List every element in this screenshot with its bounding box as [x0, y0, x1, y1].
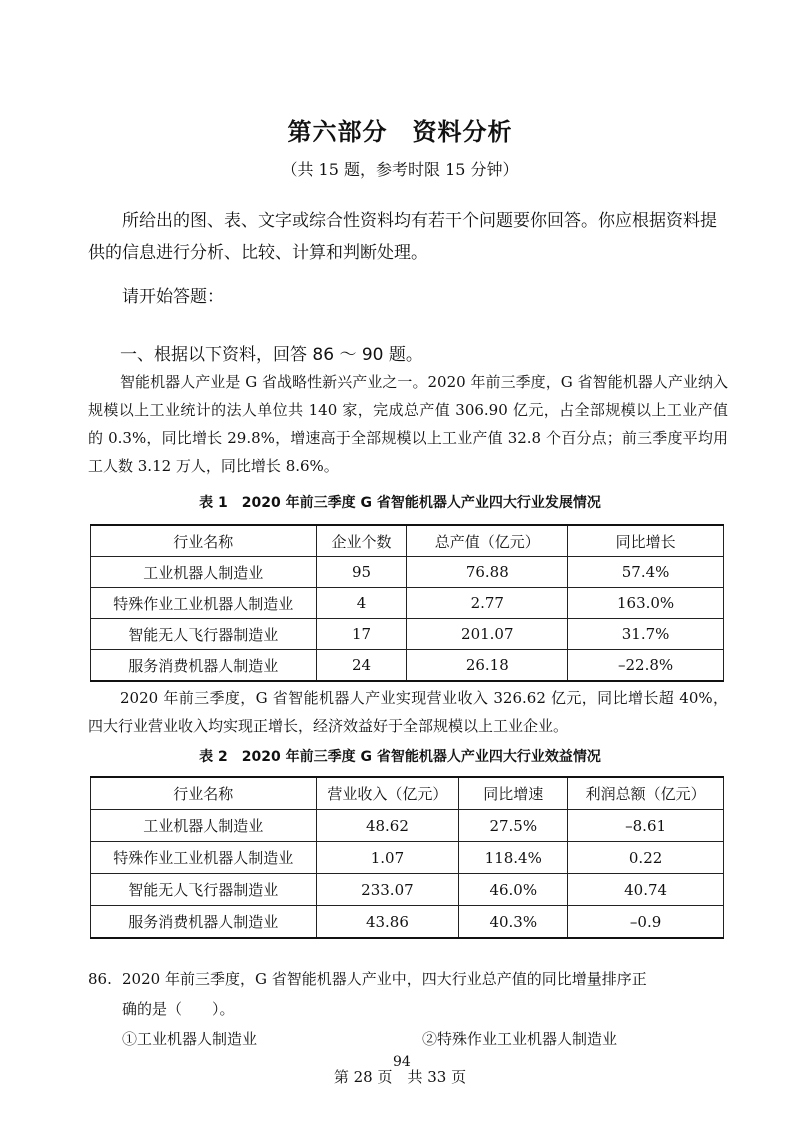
table1-row	[91, 557, 724, 588]
question-line-1	[88, 964, 728, 994]
table1-cell: 26.18	[407, 650, 568, 682]
table1-cell: 智能无人飞行器制造业	[91, 619, 317, 650]
table2-cell: 智能无人飞行器制造业	[91, 874, 317, 906]
page-subtitle: （共 15 题，参考时限 15 分钟）	[281, 160, 519, 179]
table2-cell: –0.9	[568, 906, 724, 939]
question-86	[88, 964, 728, 1024]
table2-header-cell: 利润总额（亿元）	[568, 777, 724, 810]
table1-cell: 57.4%	[568, 557, 724, 588]
table1-cell: 31.7%	[568, 619, 724, 650]
table2-cell: 1.07	[316, 842, 459, 874]
material-paragraph-2: 2020 年前三季度，G 省智能机器人产业实现营业收入 326.62 亿元，同比增长超 40%，四大行业营业收入均实现正增长，经济效益好于全部规模以上工业企业。	[88, 689, 728, 735]
question-text-continued: 确的是（ ）。	[122, 1000, 235, 1018]
table-2	[90, 776, 724, 939]
table1-header-cell: 企业个数	[316, 525, 407, 557]
option-1: ①工业机器人制造业	[122, 1030, 258, 1048]
table1-cell: 服务消费机器人制造业	[91, 650, 317, 682]
table1-cell: 76.88	[407, 557, 568, 588]
table1-cell: 特殊作业工业机器人制造业	[91, 588, 317, 619]
table1-row	[91, 650, 724, 682]
table1-cell: 201.07	[407, 619, 568, 650]
table2-row	[91, 906, 724, 939]
table1-cell: 24	[316, 650, 407, 682]
table1-header-row	[91, 525, 724, 557]
material-paragraph-1: 智能机器人产业是 G 省战略性新兴产业之一。2020 年前三季度，G 省智能机器人产业纳入规模以上工业统计的法人单位共 140 家，完成总产值 306.90 亿元，占全部规模以上工业产值的 0.3%，同比增长 29.8%，增速高于全部规模以上工业产值 32.8 个百分点；前三季度平均用工人数 3.12 万人，同比增长 8.6%。	[88, 373, 728, 475]
page-title: 第六部分 资料分析	[287, 118, 513, 146]
option-2: ②特殊作业工业机器人制造业	[422, 1030, 618, 1048]
table1-header-cell: 总产值（亿元）	[407, 525, 568, 557]
table1-caption: 表 1 2020 年前三季度 G 省智能机器人产业四大行业发展情况	[199, 495, 601, 511]
table1-cell: –22.8%	[568, 650, 724, 682]
table2-cell: 40.3%	[459, 906, 568, 939]
table1-header-cell: 行业名称	[91, 525, 317, 557]
table1-cell: 163.0%	[568, 588, 724, 619]
table2-cell: 0.22	[568, 842, 724, 874]
table2-header-cell: 同比增速	[459, 777, 568, 810]
table2-row	[91, 810, 724, 842]
table2-cell: 118.4%	[459, 842, 568, 874]
table2-cell: 服务消费机器人制造业	[91, 906, 317, 939]
instructions-intro: 所给出的图、表、文字或综合性资料均有若干个问题要你回答。你应根据资料提供的信息进行分析、比较、计算和判断处理。	[88, 211, 717, 263]
table2-header-cell: 营业收入（亿元）	[316, 777, 459, 810]
table2-cell: 233.07	[316, 874, 459, 906]
table1-header-cell: 同比增长	[568, 525, 724, 557]
table2-cell: –8.61	[568, 810, 724, 842]
table2-cell: 工业机器人制造业	[91, 810, 317, 842]
question-text: 2020 年前三季度，G 省智能机器人产业中，四大行业总产值的同比增量排序正	[122, 970, 647, 988]
table2-row	[91, 842, 724, 874]
table2-cell: 43.86	[316, 906, 459, 939]
table1-cell: 2.77	[407, 588, 568, 619]
table2-cell: 48.62	[316, 810, 459, 842]
start-prompt: 请开始答题：	[122, 287, 224, 307]
table2-header-cell: 行业名称	[91, 777, 317, 810]
table2-caption: 表 2 2020 年前三季度 G 省智能机器人产业四大行业效益情况	[199, 749, 601, 765]
table1-cell: 95	[316, 557, 407, 588]
table1-cell: 4	[316, 588, 407, 619]
table1-row	[91, 588, 724, 619]
page-number-stamp: 94	[393, 1054, 411, 1070]
question-number: 86.	[88, 970, 112, 988]
table1-row	[91, 619, 724, 650]
table1-cell: 工业机器人制造业	[91, 557, 317, 588]
section-heading: 一、根据以下资料，回答 86 ～ 90 题。	[120, 345, 423, 365]
table1-cell: 17	[316, 619, 407, 650]
table-1	[90, 524, 724, 682]
table2-cell: 40.74	[568, 874, 724, 906]
table2-row	[91, 874, 724, 906]
page-footer: 第 28 页 共 33 页	[333, 1068, 467, 1086]
table2-header-row	[91, 777, 724, 810]
table2-cell: 27.5%	[459, 810, 568, 842]
table2-cell: 46.0%	[459, 874, 568, 906]
table2-cell: 特殊作业工业机器人制造业	[91, 842, 317, 874]
